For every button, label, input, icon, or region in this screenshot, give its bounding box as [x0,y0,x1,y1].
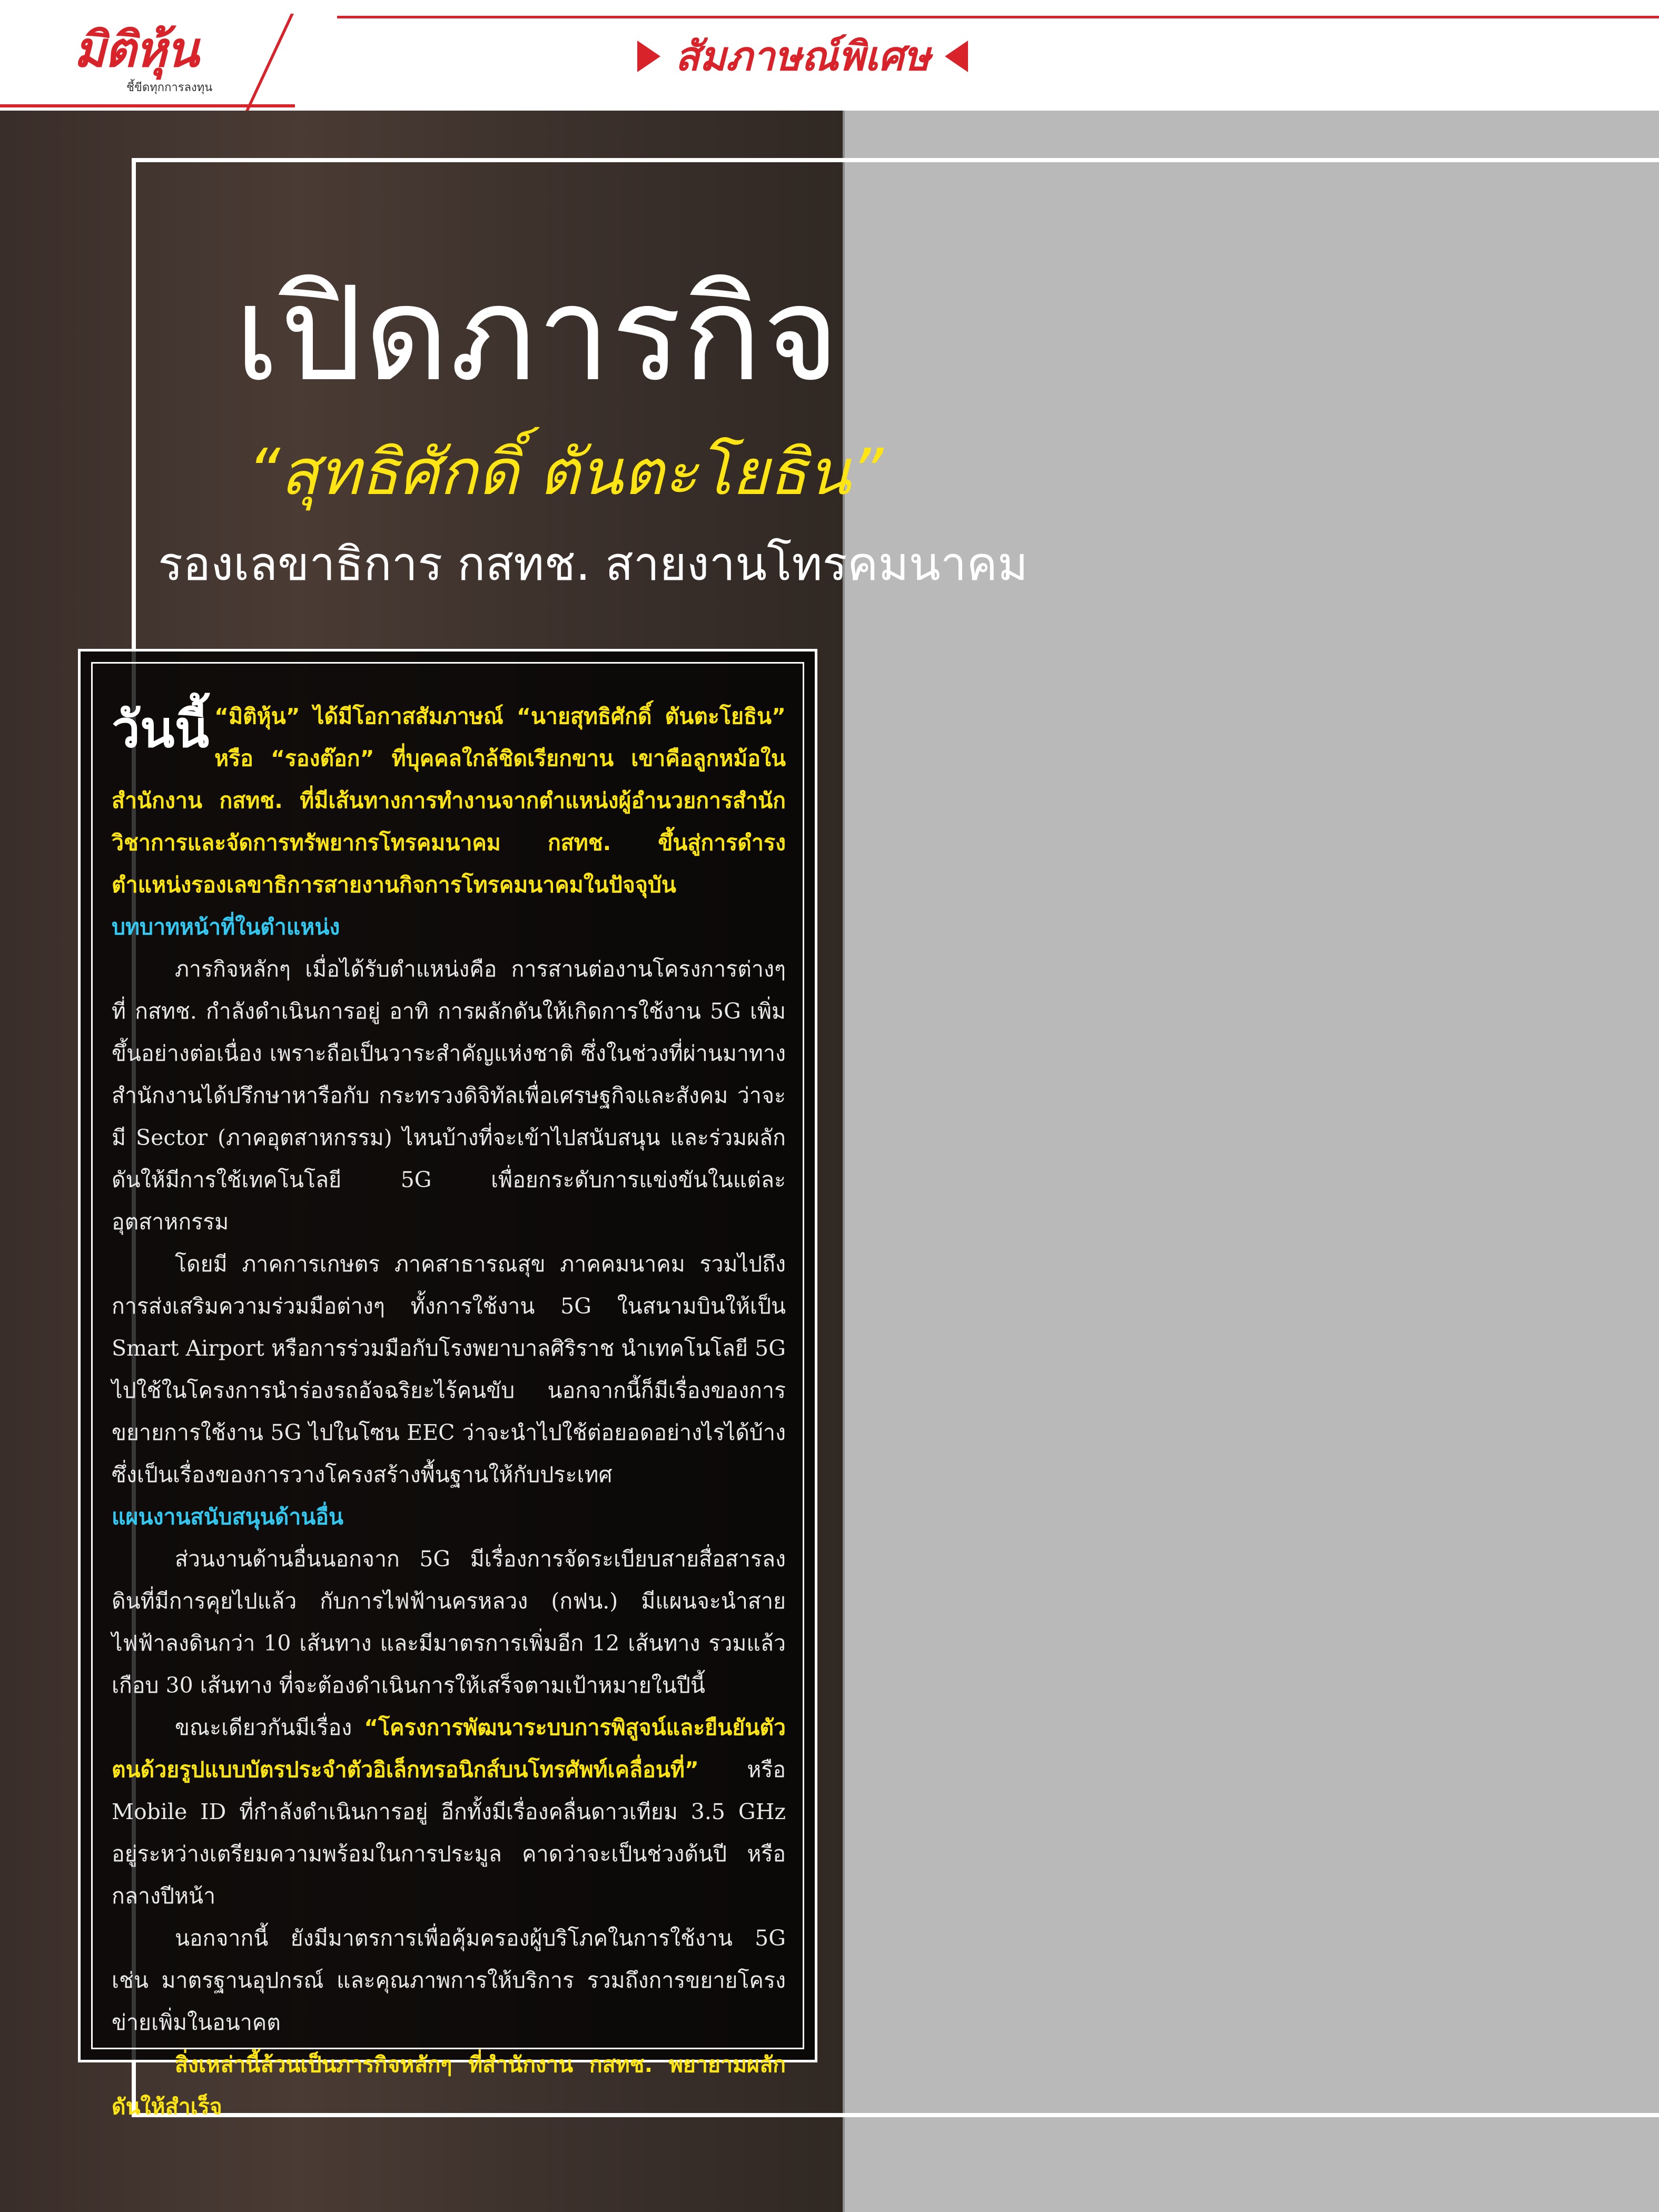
section-label-text: สัมภาษณ์พิเศษ [675,33,931,80]
header-rule [337,16,1659,18]
headline: เปิดภารกิจ [234,259,841,410]
intro-paragraph [112,695,786,906]
magazine-logo [74,21,213,95]
intro-text: “มิติหุ้น” ได้มีโอกาสสัมภาษณ์ “นายสุทธิศักดิ์ ตันตะโยธิน” หรือ “รองต๊อก” ที่บุคคลใกล้ชิดเรียกขาน เขาคือลูกหม้อในสำนักงาน กสทช. ที่มีเส้นทางการทำงานจากตำแหน่งผู้อำนวยการสำนักวิชาการและจัดการทรัพยากรโทรคมนาคม กสทช. ขึ้นสู่การดำรงตำแหน่งรองเลขาธิการสายงานกิจการโทรคมนาคมในปัจจุบัน [112,704,786,897]
article-body [112,695,786,2128]
header-rule-left [0,104,295,107]
paragraph-4-highlight: “โครงการพัฒนาระบบการพิสูจน์และยืนยันตัวตนด้วยรูปแบบบัตรประจำตัวอิเล็กทรอนิกส์บนโทรศัพท์เคลื่อนที่” [112,1715,786,1782]
paragraph-4-lead: ขณะเดียวกันมีเรื่อง [175,1715,364,1740]
paragraph-1: ภารกิจหลักๆ เมื่อได้รับตำแหน่งคือ การสานต่องานโครงการต่างๆ ที่ กสทช. กำลังดำเนินการอยู่ อาทิ การผลักดันให้เกิดการใช้งาน 5G เพิ่มขึ้นอย่างต่อเนื่อง เพราะถือเป็นวาระสำคัญแห่งชาติ ซึ่งในช่วงที่ผ่านมาทางสำนักงานได้ปรึกษาหารือกับ กระทรวงดิจิทัลเพื่อเศรษฐกิจและสังคม ว่าจะมี Sector (ภาคอุตสาหกรรม) ไหนบ้างที่จะเข้าไปสนับสนุน และร่วมผลักดันให้มีการใช้เทคโนโลยี 5G เพื่อยกระดับการแข่งขันในแต่ละอุตสาหกรรม [112,956,786,1235]
interviewee-name: “สุทธิศักดิ์ ตันตะโยธิน” [248,436,884,509]
closing-paragraph: สิ่งเหล่านี้ล้วนเป็นภารกิจหลักๆ ที่สำนักงาน กสทช. พยายามผลักดันให้สำเร็จ [112,2052,786,2119]
header-slant-rule [242,14,294,119]
paragraph-3: ส่วนงานด้านอื่นนอกจาก 5G มีเรื่องการจัดระเบียบสายสื่อสารลงดินที่มีการคุยไปแล้ว กับการไฟฟ้านครหลวง (กฟน.) มีแผนจะนำสายไฟฟ้าลงดินกว่า 10 เส้นทาง และมีมาตรการเพิ่มอีก 12 เส้นทาง รวมแล้วเกือบ 30 เส้นทาง ที่จะต้องดำเนินการให้เสร็จตามเป้าหมายในปีนี้ [112,1546,786,1698]
interviewee-position: รองเลขาธิการ กสทช. สายงานโทรคมนาคม [158,537,1029,591]
triangle-right-icon [637,41,660,72]
section-label [637,27,968,85]
triangle-left-icon [945,41,968,72]
logo-tagline: ชี้ขีดทุกการลงทุน [126,81,213,94]
section-heading-role: บทบาทหน้าที่ในตำแหน่ง [112,914,340,940]
logo-text: มิติหุ้น [74,22,198,78]
paragraph-4-rest: หรือ Mobile ID ที่กำลังดำเนินการอยู่ อีกทั้งมีเรื่องคลื่นดาวเทียม 3.5 GHz อยู่ระหว่างเตรียมความพร้อมในการประมูล คาดว่าจะเป็นช่วงต้นปี หรือกลางปีหน้า [112,1757,786,1909]
dropcap: วันนี้ [112,700,210,759]
paragraph-5: นอกจากนี้ ยังมีมาตรการเพื่อคุ้มครองผู้บริโภคในการใช้งาน 5G เช่น มาตรฐานอุปกรณ์ และคุณภาพการให้บริการ รวมถึงการขยายโครงข่ายเพิ่มในอนาคต [112,1925,786,2035]
paragraph-4 [112,1706,786,1917]
paragraph-2: โดยมี ภาคการเกษตร ภาคสาธารณสุข ภาคคมนาคม รวมไปถึงการส่งเสริมความร่วมมือต่างๆ ทั้งการใช้งาน 5G ในสนามบินให้เป็น Smart Airport หรือการร่วมมือกับโรงพยาบาลศิริราช นำเทคโนโลยี 5G ไปใช้ในโครงการนำร่องรถอัจฉริยะไร้คนขับ นอกจากนี้ก็มีเรื่องของการขยายการใช้งาน 5G ไปในโซน EEC ว่าจะนำไปใช้ต่อยอดอย่างไรได้บ้าง ซึ่งเป็นเรื่องของการวางโครงสร้างพื้นฐานให้กับประเทศ [112,1251,786,1487]
page-header [0,0,1659,111]
section-heading-support: แผนงานสนับสนุนด้านอื่น [112,1504,344,1529]
